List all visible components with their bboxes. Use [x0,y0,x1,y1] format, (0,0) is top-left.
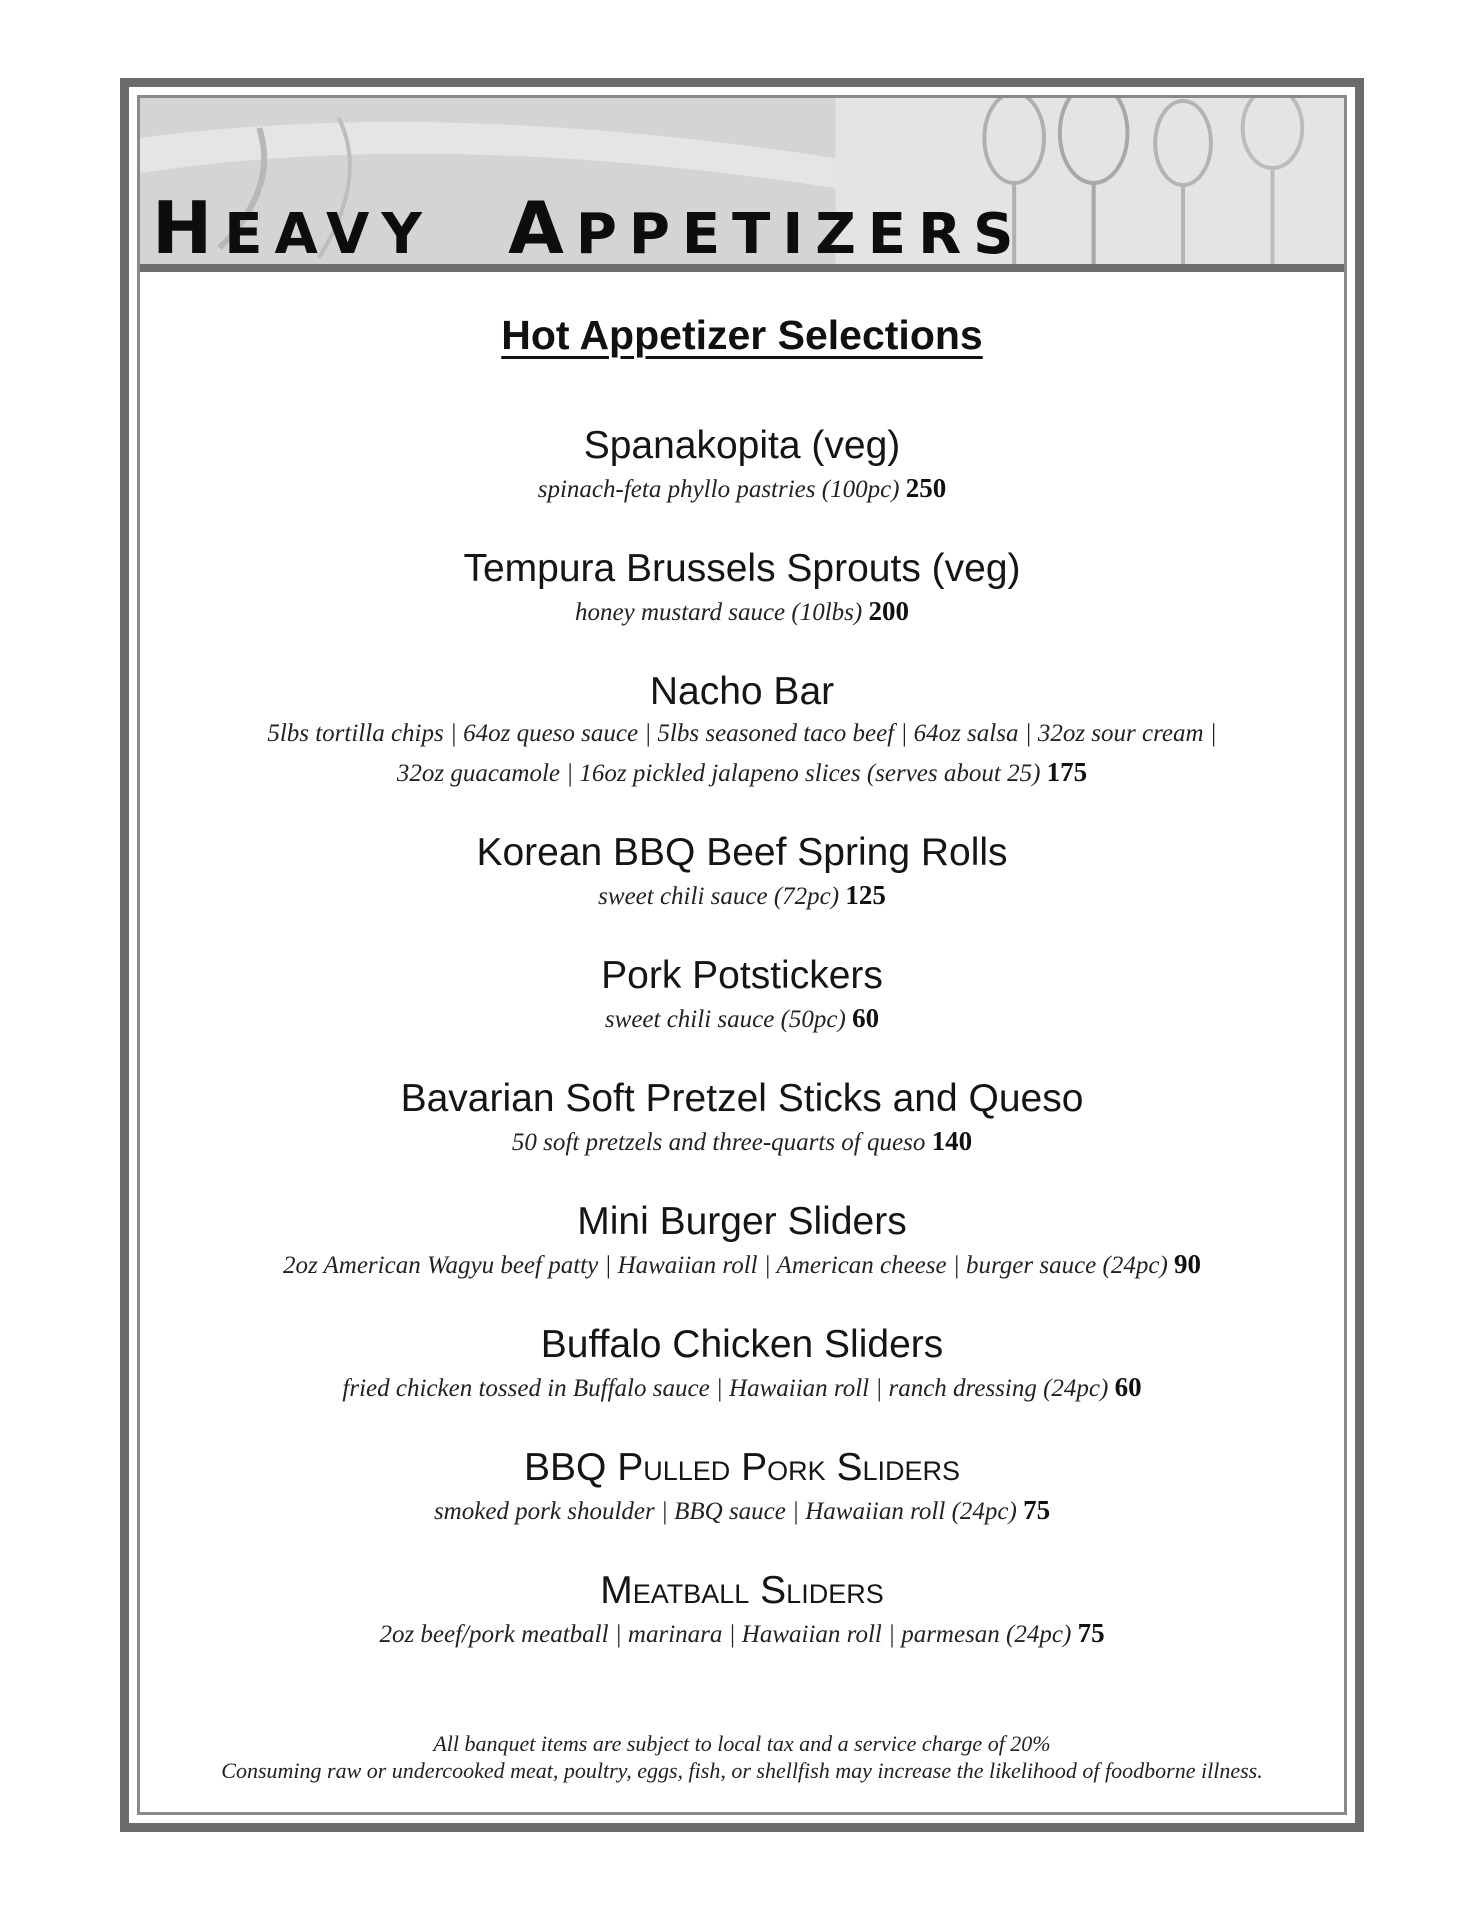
item-desc-text: 2oz beef/pork meatball | marinara | Hawaiian roll | parmesan (24pc) [379,1621,1072,1648]
item-price: 175 [1046,757,1088,787]
item-description [140,1245,1344,1285]
item-desc-text: 50 soft pretzels and three-quarts of queso [511,1129,926,1156]
item-description [140,753,1344,793]
item-price: 60 [1114,1372,1142,1402]
item-desc-text: smoked pork shoulder | BBQ sauce | Hawaiian roll (24pc) [433,1498,1017,1525]
item-description [140,1122,1344,1162]
item-desc-text: fried chicken tossed in Buffalo sauce | Hawaiian roll | ranch dressing (24pc) [342,1375,1109,1402]
section-heading: Hot Appetizer Selections [501,312,983,358]
item-name: Korean BBQ Beef Spring Rolls [476,831,1008,874]
item-name: Bavarian Soft Pretzel Sticks and Queso [400,1077,1084,1120]
page-title [152,186,1026,270]
menu-item [140,423,1344,509]
item-name: Buffalo Chicken Sliders [540,1323,944,1366]
menu-inner-border [137,95,1347,1815]
item-desc-text: 2oz American Wagyu beef patty | Hawaiian roll | American cheese | burger sauce (24pc) [282,1252,1168,1279]
item-name: Pork Potstickers [601,954,883,997]
item-price: 75 [1077,1618,1105,1648]
menu-items [140,423,1344,1654]
item-price: 75 [1023,1495,1051,1525]
item-desc-text: sweet chili sauce (72pc) [598,883,840,910]
footer-health-warning: Consuming raw or undercooked meat, poultry, eggs, fish, or shellfish may increase the likelihood of foodborne illness. [221,1758,1263,1783]
item-desc-text: honey mustard sauce (10lbs) [575,599,863,626]
item-name: Nacho Bar [649,670,835,713]
item-desc-text: 32oz guacamole | 16oz pickled jalapeno slices (serves about 25) [396,760,1041,787]
item-price: 125 [845,880,886,910]
menu-item [140,953,1344,1039]
item-name: Meatball Sliders [600,1569,884,1612]
item-description [140,715,1344,753]
menu-item [140,546,1344,632]
item-description [140,592,1344,632]
menu-item [140,1568,1344,1654]
menu-item [140,669,1344,793]
title-rest-1: EAVY [224,202,434,267]
item-description [140,469,1344,509]
footer-notice [140,1730,1344,1784]
item-name: Spanakopita (veg) [583,424,901,467]
menu-item [140,1322,1344,1408]
item-name: Tempura Brussels Sprouts (veg) [463,547,1021,590]
item-name: Mini Burger Sliders [577,1200,907,1243]
title-rest-2: PPETIZERS [575,202,1026,267]
item-description [140,999,1344,1039]
item-description [140,876,1344,916]
item-name: BBQ Pulled Pork Sliders [524,1446,960,1489]
item-description [140,1614,1344,1654]
item-price: 60 [852,1003,880,1033]
menu-item [140,830,1344,916]
menu-frame [120,78,1364,1832]
item-desc-text: spinach-feta phyllo pastries (100pc) [537,476,900,503]
title-initial-1: H [152,186,225,270]
item-price: 250 [905,473,947,503]
menu-item [140,1445,1344,1531]
item-desc-text: sweet chili sauce (50pc) [604,1006,846,1033]
footer-tax-note: All banquet items are subject to local tax and a service charge of 20% [433,1731,1051,1756]
title-initial-2: A [508,186,576,270]
item-description [140,1491,1344,1531]
item-price: 200 [868,596,909,626]
item-desc-text: 5lbs tortilla chips | 64oz queso sauce | 5lbs seasoned taco beef | 64oz salsa | 32oz sour cream | [267,720,1217,747]
item-price: 90 [1174,1249,1202,1279]
item-description [140,1368,1344,1408]
menu-item [140,1199,1344,1285]
header-banner [140,98,1344,272]
menu-item [140,1076,1344,1162]
item-price: 140 [931,1126,973,1156]
